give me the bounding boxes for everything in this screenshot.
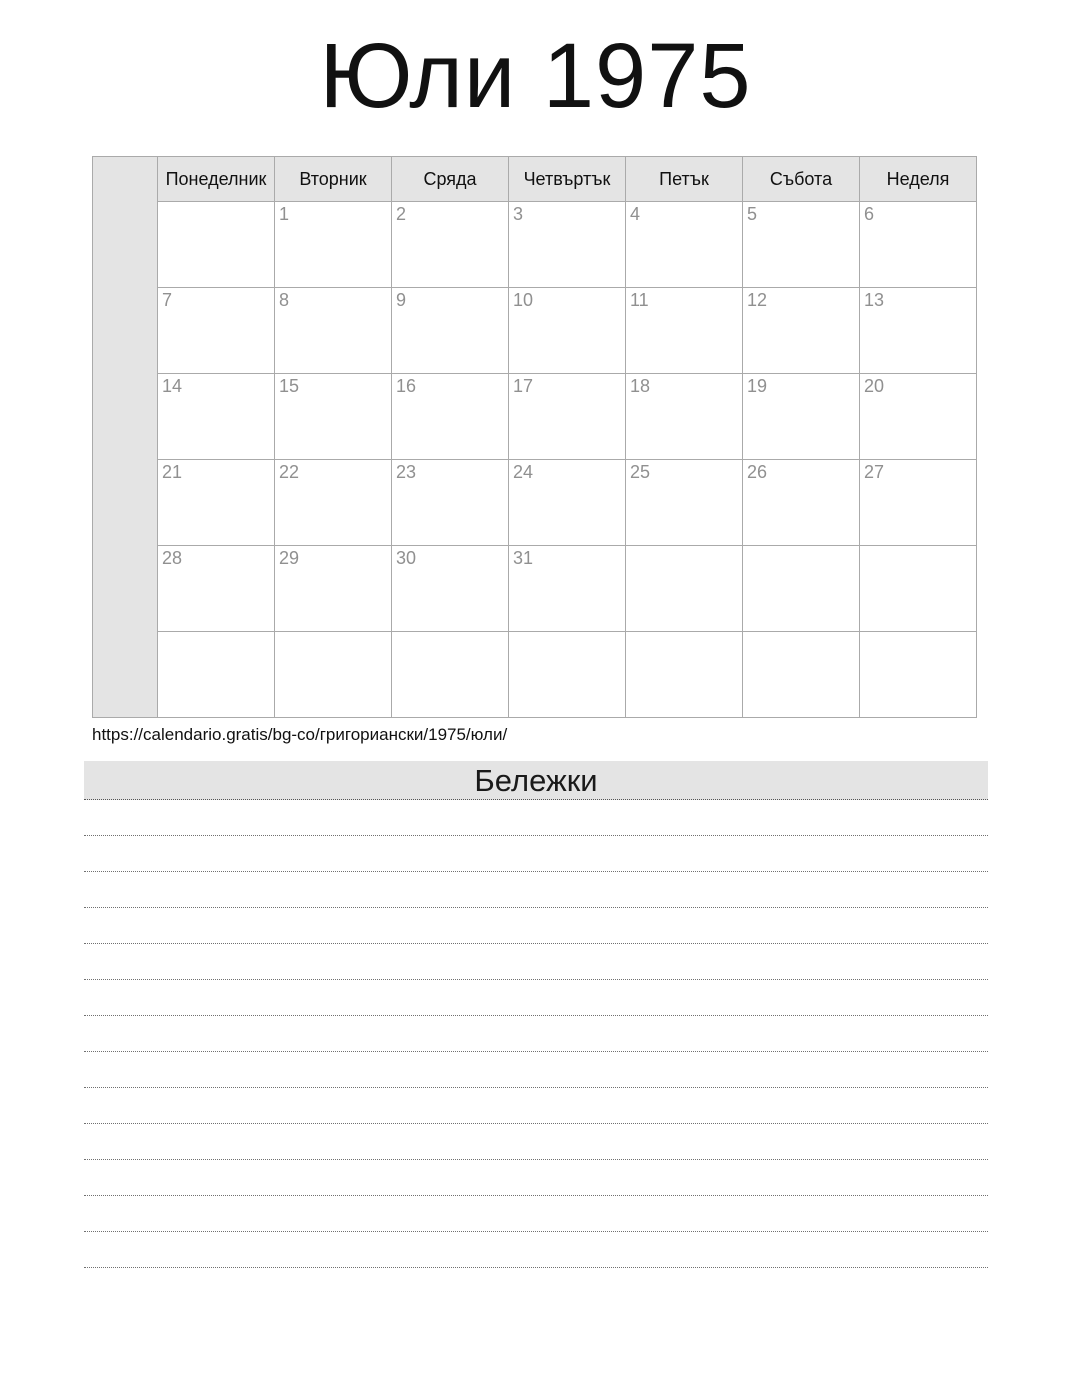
note-line [84,980,988,1016]
note-line [84,800,988,836]
day-cell: 10 [509,288,626,374]
day-cell: 25 [626,460,743,546]
source-url: https://calendario.gratis/bg-co/григориански/1975/юли/ [92,725,508,744]
note-line [84,908,988,944]
day-cell: 30 [392,546,509,632]
day-cell: 29 [275,546,392,632]
day-cell: 20 [860,374,977,460]
calendar-table [92,156,977,718]
weekday-header: Четвъртък [509,157,626,202]
day-cell: 21 [158,460,275,546]
note-line [84,872,988,908]
empty-day-cell [275,632,392,718]
weekday-header: Вторник [275,157,392,202]
day-cell: 22 [275,460,392,546]
week-row [93,546,977,632]
weekday-header: Понеделник [158,157,275,202]
weekday-header: Събота [743,157,860,202]
empty-day-cell [860,632,977,718]
empty-day-cell [626,632,743,718]
note-line [84,944,988,980]
day-cell: 17 [509,374,626,460]
day-cell: 9 [392,288,509,374]
day-cell: 23 [392,460,509,546]
note-line [84,1124,988,1160]
day-cell: 8 [275,288,392,374]
day-cell: 1 [275,202,392,288]
note-line [84,1088,988,1124]
day-cell: 16 [392,374,509,460]
notes-section [84,761,988,1268]
notes-header [84,761,988,800]
empty-day-cell [158,632,275,718]
day-cell: 5 [743,202,860,288]
weekday-header: Неделя [860,157,977,202]
empty-day-cell [509,632,626,718]
note-line [84,1232,988,1268]
day-cell: 7 [158,288,275,374]
month-side-strip [93,157,158,718]
day-cell: 15 [275,374,392,460]
day-cell: 19 [743,374,860,460]
weekday-header: Сряда [392,157,509,202]
note-line [84,1160,988,1196]
note-line [84,1196,988,1232]
weekday-header-row [93,157,977,202]
week-row [93,460,977,546]
day-cell: 11 [626,288,743,374]
empty-day-cell [743,632,860,718]
note-line [84,1052,988,1088]
day-cell: 3 [509,202,626,288]
weekday-header: Петък [626,157,743,202]
day-cell: 28 [158,546,275,632]
note-line [84,836,988,872]
day-cell: 27 [860,460,977,546]
day-cell: 24 [509,460,626,546]
day-cell: 2 [392,202,509,288]
notes-lines [84,800,988,1268]
empty-day-cell [158,202,275,288]
day-cell: 26 [743,460,860,546]
day-cell: 14 [158,374,275,460]
week-row [93,202,977,288]
day-cell: 31 [509,546,626,632]
page-title: Юли 1975 [319,25,752,127]
day-cell: 18 [626,374,743,460]
week-row [93,632,977,718]
day-cell: 6 [860,202,977,288]
note-line [84,1016,988,1052]
week-row [93,374,977,460]
empty-day-cell [743,546,860,632]
empty-day-cell [626,546,743,632]
week-row [93,288,977,374]
day-cell: 12 [743,288,860,374]
day-cell: 13 [860,288,977,374]
day-cell: 4 [626,202,743,288]
empty-day-cell [392,632,509,718]
empty-day-cell [860,546,977,632]
notes-title: Бележки [474,763,598,798]
